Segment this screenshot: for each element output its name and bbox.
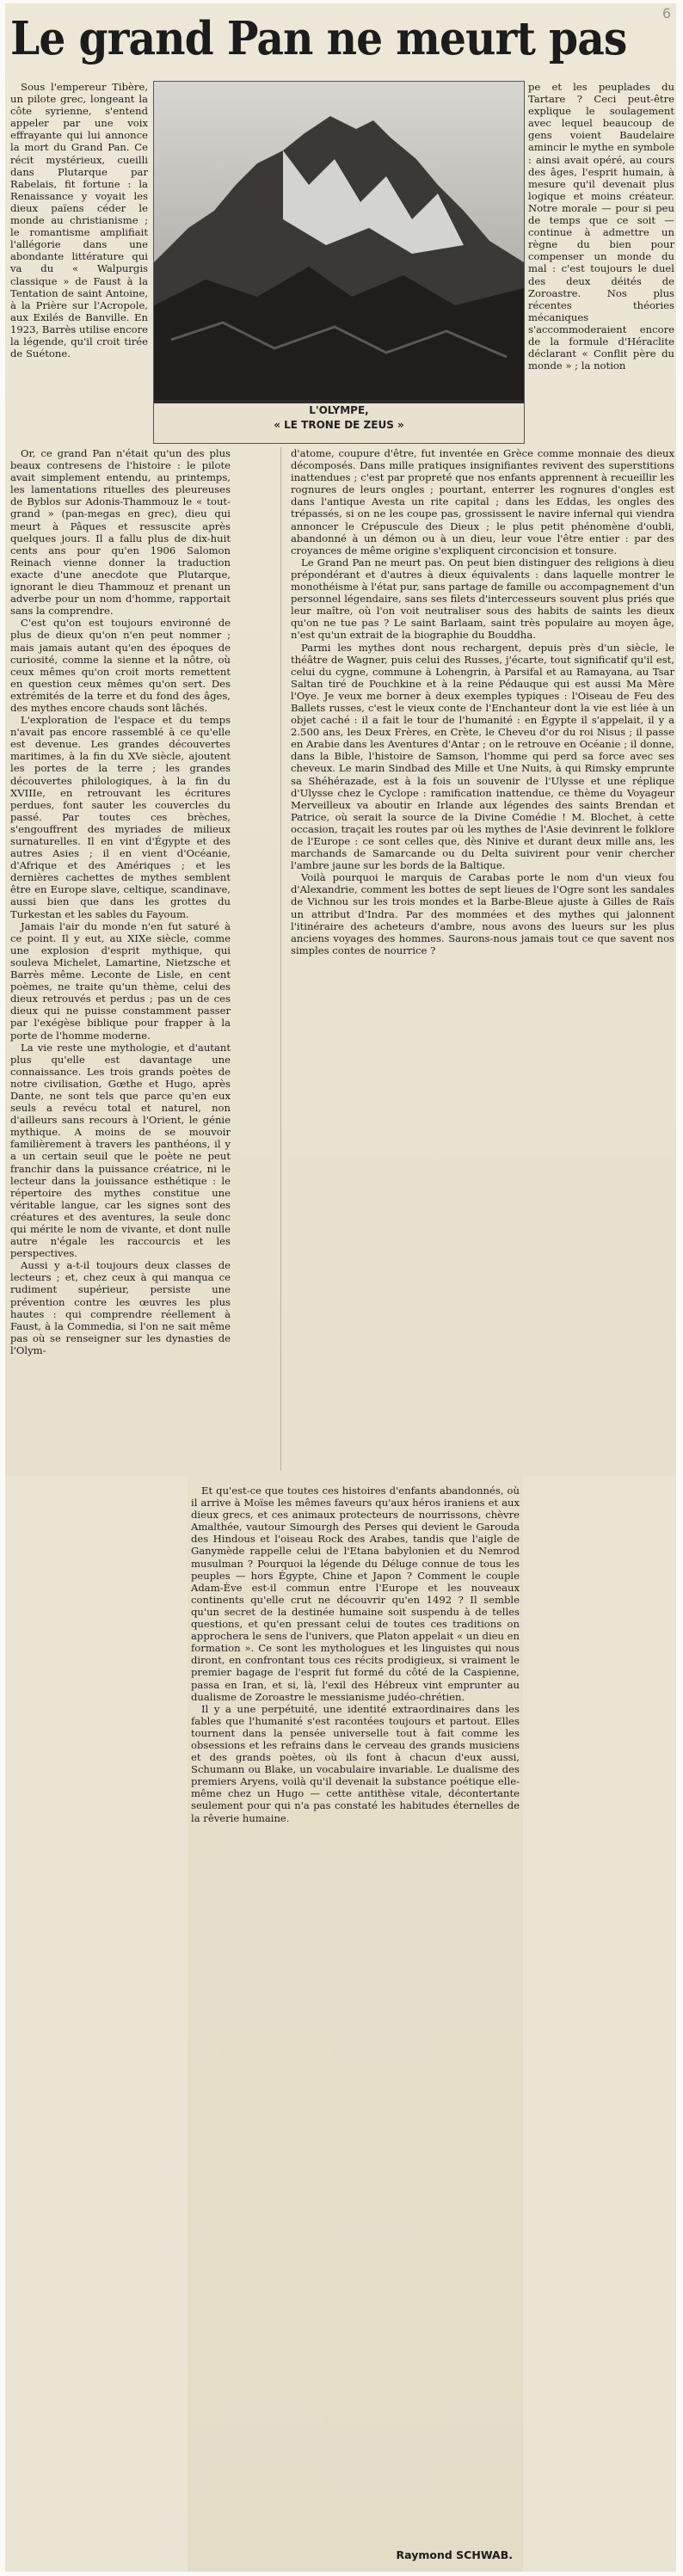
newspaper-clipping	[5, 3, 676, 2572]
left-column	[10, 447, 231, 1356]
left-paragraph-3: L'exploration de l'espace et du temps n'avait pas encore rassemblé à ce qu'elle est devenue. Les grandes découvertes maritimes, à la fin du XVe siècle, ajoutent les portes de la terre ; les grandes découvertes philologiques, à la fin du XVIIIe, en retrouvant les écritures perdues, font sauter les couvercles du passé. Par toutes ces brèches, s'engouffrent des myriades de milieux surnaturelles. Il en vint d'Égypte et des autres Asies ; il en vient d'Océanie, d'Afrique et des Amériques ; et les dernières cachettes de mythes semblent être en Europe slave, celtique, scandinave, aussi bien que dans les grottes du Turkestan et les sables du Fayoum.	[10, 714, 231, 920]
bottom-paragraph-1: Et qu'est-ce que toutes ces histoires d'enfants abandonnés, où il arrive à Moïse les mêmes faveurs qu'aux héros iraniens et aux dieux grecs, et ces animaux protecteurs de nourrissons, chèvre Amalthée, vautour Simourgh des Perses qui devient le Garouda des Hindous et l'oiseau Rock des Arabes, tandis que l'aigle de Ganymède rappelle celui de l'Etana babylonien et du Nemrod musulman ? Pourquoi la légende du Déluge connue de tous les peuples — hors Égypte, Chine et Japon ? Comment le couple Adam-Ève est-il commun entre l'Europe et les nouveaux continents qu'elle crut ne découvrir qu'en 1492 ? Il semble qu'un secret de la destinée humaine soit suspendu à de telles questions, et qu'en pressant celui de toutes ces traditions on approchera le sens de l'univers, que Platon appelait « un dieu en formation ». Ce sont les mythologues et les linguistes qui nous diront, en confrontant tous ces récits prodigieux, si vraiment le premier bagage de l'esprit fut formé du côté de la Caspienne, passa en Iran, et si, là, l'exil des Hébreux vint emprunter au dualisme de Zoroastre le messianisme judéo-chrétien.	[191, 1485, 520, 1703]
page-number: 6	[661, 5, 671, 22]
right-paragraph-4: Voilà pourquoi le marquis de Carabas porte le nom d'un vieux fou d'Alexandrie, comment les bottes de sept lieues de l'Ogre sont les sandales de Vichnou sur les trois mondes et la Barbe-Bleue ajuste à Gilles de Raïs un attribut d'Indra. Par des mommées et des mythes qui jalonnent l'itinéraire des acheteurs d'ambre, nous avons des lueurs sur les plus anciens voyages des hommes. Saurons-nous jamais tout ce que savent nos simples contes de nourrice ?	[291, 871, 674, 956]
left-paragraph-2: C'est qu'on est toujours environné de plus de dieux qu'on n'en peut nommer ; mais jamais autant qu'en des époques de curiosité, comme la sienne et la nôtre, où ceux mêmes qu'on croit morts remettent en question ceux mêmes qu'on sert. Des extrémités de la terre et du fond des âges, des mythes encore chauds sont lâchés.	[10, 617, 231, 714]
author-signature: Raymond SCHWAB.	[396, 2548, 513, 2561]
left-paragraph-5: La vie reste une mythologie, et d'autant plus qu'elle est davantage une connaissance. Les trois grands poètes de notre civilisation, Gœthe et Hugo, après Dante, ne sont tels que parce qu'en eux seuls a revécu total et naturel, non d'ailleurs sans recours à l'Orient, le génie mythique. A moins de se mouvoir familièrement à travers les panthéons, il y a un certain seuil que le poète ne peut franchir dans la puissance créatrice, ni le lecteur dans la jouissance esthétique : le répertoire des mythes constitue une véritable langue, car les signes sont des créatures et des aventures, la seule donc qui mérite le nom de vivante, et dont nulle autre n'égale les raccourcis et les perspectives.	[10, 1041, 231, 1260]
bottom-column	[191, 1485, 520, 1824]
article-headline: Le grand Pan ne meurt pas	[10, 12, 627, 65]
right-paragraph-3: Parmi les mythes dont nous rechargent, depuis près d'un siècle, le théâtre de Wagner, puis celui des Russes, j'écarte, tout significatif qu'il est, celui du cygne, commune à Lohengrin, à Parsifal et au Ramayana, au Tsar Saltan tiré de Pouchkine et à la reine Pédauque qui est aussi Ma Mère l'Oye. Je veux me borner à deux exemples typiques : l'Oiseau de Feu des Ballets russes, c'est le vieux conte de l'Enchanteur dont la vie est liée à un objet caché : il a fait le tour de l'humanité : en Égypte il s'appelait, il y a 2.500 ans, les Deux Frères, en Crète, le Cheveu d'or du roi Nisus ; il passe en Arabie dans les Aventures d'Antar ; on le retrouve en Océanie ; il donne, dans la Bible, l'histoire de Samson, l'homme qui perd sa force avec ses cheveux. Le marin Sindbad des Mille et Une Nuits, à qui Rimsky emprunte sa Shéhérazade, est à la fois un souvenir de l'Ulysse et une réplique d'Ulysse chez le Cyclope : ramification inattendue, ce thème du Voyageur Merveilleux va aboutir en Irlande aux légendes des saints Brendan et Patrice, où serait la source de la Divine Comédie ! M. Blochet, à cette occasion, traçait les routes par où les mythes de l'Asie devinrent le folklore de l'Europe : ce sont celles que, dès Ninive et durant deux mille ans, les marchands de Samarcande ou du Delta suivirent pour venir chercher l'ambre jaune sur les bords de la Baltique.	[291, 641, 674, 872]
column-divider	[280, 447, 281, 1471]
left-paragraph-6: Aussi y a-t-il toujours deux classes de lecteurs ; et, chez ceux à qui manqua ce rudiment supérieur, persiste une prévention contre les œuvres les plus hautes : qui comprendre réellement à Faust, à la Commedia, si l'on ne sait même pas où se renseigner sur les dynasties de l'Olym-	[10, 1259, 231, 1356]
left-paragraph-4: Jamais l'air du monde n'en fut saturé à ce point. Il y eut, au XIXe siècle, comme une explosion d'esprit mythique, qui souleva Michelet, Lamartine, Nietzsche et Barrès même. Leconte de Lisle, en cent poèmes, ne traite qu'un thème, celui des dieux retrouvés et perdus ; pas un de ces dieux qui ne puisse constamment passer par l'exégèse biblique pour frapper à la porte de l'homme moderne.	[10, 919, 231, 1042]
photo-caption	[154, 403, 524, 443]
olympus-photo	[153, 81, 525, 444]
right-column-top-text: pe et les peuplades du Tartare ? Ceci peut-être explique le soulagement avec lequel beaucoup de gens voient Baudelaire amincir le mythe en symbole : ainsi avait opéré, au cours des âges, l'esprit humain, à mesure qu'il devenait plus logique et moins créateur. Notre morale — pour si peu de temps que ce soit — continue à admettre un règne du bien pour compenser un monde du mal : c'est toujours le duel des deux déités de Zoroastre. Nos plus récentes théories mécaniques s'accommoderaient encore de la formule d'Héraclite déclarant « Conflit père du monde » ; la notion	[528, 81, 674, 372]
right-paragraph-2: Le Grand Pan ne meurt pas. On peut bien distinguer des religions à dieu prépondérant et d'autres à dieux équivalents : dans laquelle montrer le monothéisme à l'état pur, sans partage de famille ou accompagnement d'un personnel légendaire, sans ses filets d'intercesseurs souvent plus priés que leur maître, où l'on voit neutraliser sous des habits de saints les dieux qu'on ne tue pas ? Le saint Barlaam, saint très populaire au moyen âge, n'est qu'un extrait de la biographie du Bouddha.	[291, 556, 674, 642]
left-paragraph-1: Or, ce grand Pan n'était qu'un des plus beaux contresens de l'histoire : le pilote avait simplement entendu, au printemps, les lamentations rituelles des pleureuses de Byblos sur Adonis-Thammouz le « tout-grand » (pan-megas en grec), dieu qui meurt à Pâques et ressuscite après quelques jours. Il a fallu plus de dix-huit cents ans pour qu'en 1906 Salomon Reinach vienne donner la traduction exacte d'une anecdote que Plutarque, ignorant le dieu Thammouz et prenant un adverbe pour un nom d'homme, rapportait sans la comprendre.	[10, 447, 231, 618]
mountain-photo-icon	[154, 82, 524, 400]
photo-caption-line-1: L'OLYMPE,	[309, 404, 369, 416]
lead-paragraph	[10, 81, 148, 360]
bottom-paragraph-2: Il y a une perpétuité, une identité extraordinaires dans les fables que l'humanité s'est racontées toujours et partout. Elles tournent dans la pensée universelle tout à fait comme les obsessions et les refrains dans le cerveau des grands musiciens et des grands poètes, où ils font à chacun d'eux aussi, Schumann ou Blake, un vocabulaire invariable. Le dualisme des premiers Aryens, voilà qu'il devenait la substance poétique elle-même chez un Hugo — cette antithèse vitale, décontertante seulement pour qui n'a pas constaté les habitudes éternelles de la rêverie humaine.	[191, 1702, 520, 1824]
photo-caption-line-2: « LE TRONE DE ZEUS »	[274, 419, 404, 431]
right-paragraph-1: d'atome, coupure d'être, fut inventée en Grèce comme monnaie des dieux décomposés. Dans mille pratiques insignifiantes revivent des superstitions inattendues ; c'est par propreté que nos enfants apprennent à recueillir les rognures de leurs ongles ; pourtant, enterrer les rognures d'ongles est dans l'antique Avesta un rite capital ; dans les Eddas, les ongles des trépassés, si on ne les coupe pas, grossissent le navire infernal qui viendra annoncer le Crépuscule des Dieux ; le plus petit phénomène d'oubli, abandonné à un démon ou à un dieu, leur voue l'être entier : par des croyances de même origine s'expliquent circoncision et tonsure.	[291, 447, 674, 556]
lead-text: Sous l'empereur Tibère, un pilote grec, longeant la côte syrienne, s'entend appeler par une voix effrayante qui lui annonce la mort du Grand Pan. Ce récit mystérieux, cueilli dans Plutarque par Rabelais, fit fortune : la Renaissance y voyait les dieux païens céder le monde au christianisme ; le romantisme amplifiait l'allégorie dans une abondante littérature qui va du « Walpurgis classique » de Faust à la Tentation de saint Antoine, à la Prière sur l'Acropole, aux Exilés de Banville. En 1923, Barrès utilise encore la légende, qu'il croit tirée de Suétone.	[10, 81, 148, 360]
right-column-top	[528, 81, 674, 372]
right-column	[291, 447, 674, 956]
